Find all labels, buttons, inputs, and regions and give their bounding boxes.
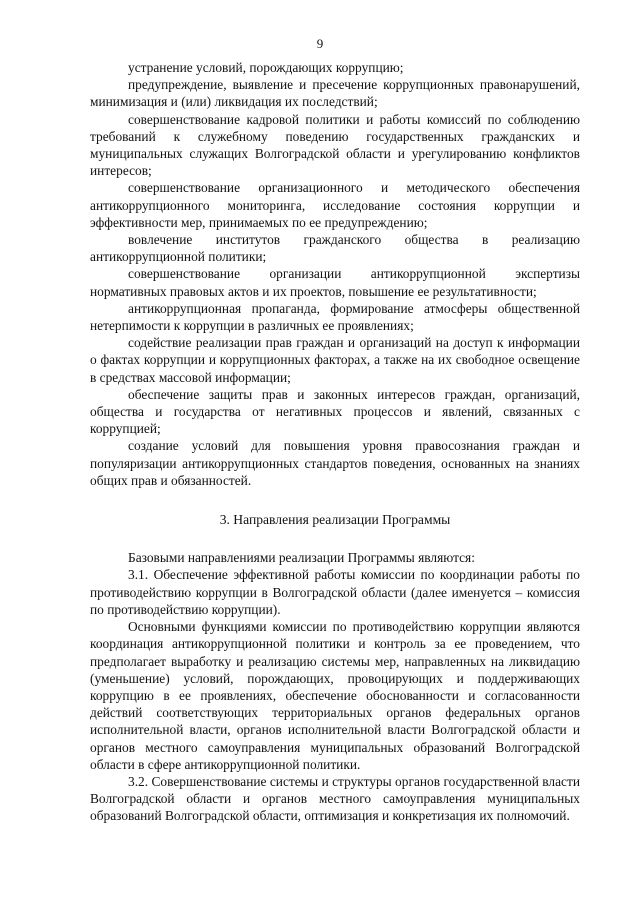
section-intro: Базовыми направлениями реализации Программы являются: bbox=[128, 550, 475, 566]
list-item: устранение условий, порождающих коррупцию; bbox=[128, 60, 404, 75]
list-item: создание условий для повышения уровня правосознания граждан и популяризации антикоррупционных стандартов поведения, основанных на знаниях общих прав и обязанностей. bbox=[90, 438, 580, 488]
list-item: антикоррупционная пропаганда, формирование атмосферы общественной нетерпимости к коррупции в различных ее проявлениях; bbox=[90, 300, 580, 334]
section-paragraph: Основными функциями комиссии по противодействию коррупции являются координация антикоррупционной политики и контроль за ее проведением, что предполагает выработку и реализацию системы мер, направленных на ликвидацию (уменьшение) условий, порождающих, провоцирующих и поддерживающих коррупцию в ее проявлениях, обеспечение обоснованности и согласованности действий соответствующих территориальных органов федеральных органов исполнительной власти, органов исполнительной власти Волгоградской области и органов местного самоуправления муниципальных образований Волгоградской области в сфере антикоррупционной политики. bbox=[90, 619, 580, 772]
list-item: вовлечение институтов гражданского общества в реализацию антикоррупционной политики; bbox=[90, 232, 580, 265]
list-item: содействие реализации прав граждан и организаций на доступ к информации о фактах коррупции и коррупционных факторах, а также на их свободное освещение в средствах массовой информации; bbox=[90, 335, 580, 385]
section-heading: 3. Направления реализации Программы bbox=[219, 512, 451, 528]
list-item: предупреждение, выявление и пресечение коррупционных правонарушений, минимизация и (или) ликвидация их последствий; bbox=[90, 77, 580, 110]
list-item: совершенствование организационного и методического обеспечения антикоррупционного мониторинга, исследование состояния коррупции и эффективности мер, принимаемых по ее предупреждению; bbox=[90, 180, 580, 230]
page-number: 9 bbox=[316, 36, 324, 51]
section-paragraph: 3.1. Обеспечение эффективной работы комиссии по координации работы по противодействию коррупции в Волгоградской области (далее именуется – комиссия по противодействию коррупции). bbox=[90, 567, 580, 617]
list-item: совершенствование кадровой политики и работы комиссий по соблюдению требований к служебному поведению государственных гражданских и муниципальных служащих Волгоградской области и урегулированию конфликтов интересов; bbox=[90, 111, 580, 179]
document-body bbox=[90, 59, 580, 825]
section-paragraph: 3.2. Совершенствование системы и структуры органов государственной власти Волгоградской области и органов местного самоуправления муниципальных образований Волгоградской области, оптимизация и конкретизация их полномочий. bbox=[90, 773, 580, 824]
list-item: совершенствование организации антикоррупционной экспертизы нормативных правовых актов и их проектов, повышение ее результативности; bbox=[90, 266, 580, 299]
list-item: обеспечение защиты прав и законных интересов граждан, организаций, общества и государства от негативных процессов и явлений, связанных с коррупцией; bbox=[90, 386, 580, 437]
